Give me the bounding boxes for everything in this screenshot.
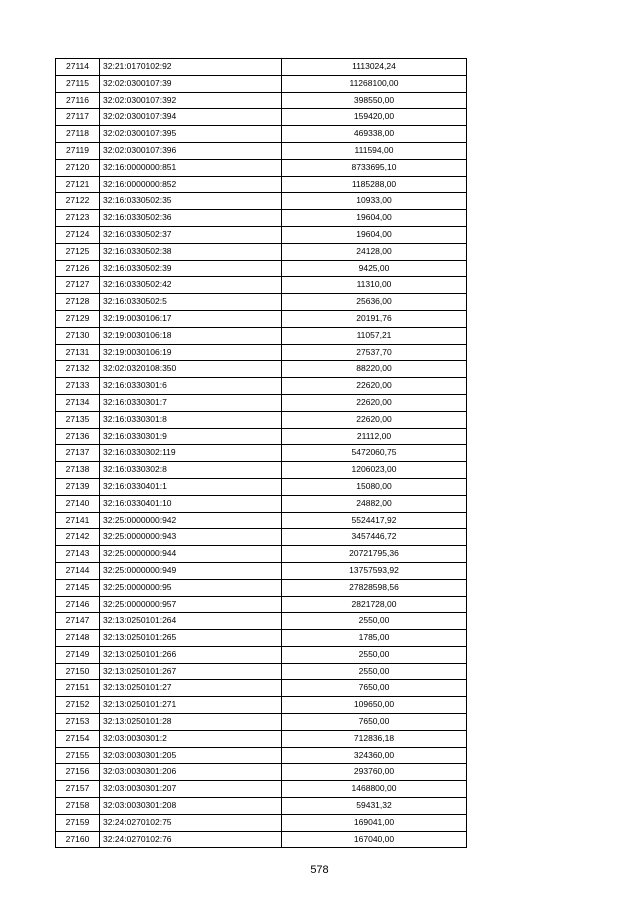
table-row <box>56 109 467 126</box>
table-row <box>56 714 467 731</box>
cadastral-number-cell: 32:13:0250101:267 <box>100 663 282 680</box>
table-row <box>56 596 467 613</box>
value-cell: 13757593,92 <box>282 562 467 579</box>
table-row <box>56 428 467 445</box>
row-number-cell: 27139 <box>56 478 100 495</box>
value-cell: 20721795,36 <box>282 546 467 563</box>
table-row <box>56 310 467 327</box>
table-row <box>56 277 467 294</box>
cadastral-number-cell: 32:19:0030106:19 <box>100 344 282 361</box>
table-row <box>56 579 467 596</box>
value-cell: 8733695,10 <box>282 159 467 176</box>
row-number-cell: 27150 <box>56 663 100 680</box>
cadastral-number-cell: 32:13:0250101:266 <box>100 646 282 663</box>
value-cell: 2550,00 <box>282 663 467 680</box>
cadastral-number-cell: 32:16:0330301:9 <box>100 428 282 445</box>
value-cell: 21112,00 <box>282 428 467 445</box>
value-cell: 324360,00 <box>282 747 467 764</box>
table-row <box>56 630 467 647</box>
row-number-cell: 27152 <box>56 697 100 714</box>
table-row <box>56 260 467 277</box>
value-cell: 109650,00 <box>282 697 467 714</box>
row-number-cell: 27132 <box>56 361 100 378</box>
cadastral-number-cell: 32:02:0300107:395 <box>100 126 282 143</box>
cadastral-number-cell: 32:13:0250101:265 <box>100 630 282 647</box>
row-number-cell: 27136 <box>56 428 100 445</box>
cadastral-number-cell: 32:25:0000000:942 <box>100 512 282 529</box>
value-cell: 398550,00 <box>282 92 467 109</box>
table-row <box>56 378 467 395</box>
row-number-cell: 27143 <box>56 546 100 563</box>
table-row <box>56 176 467 193</box>
row-number-cell: 27157 <box>56 781 100 798</box>
row-number-cell: 27148 <box>56 630 100 647</box>
cadastral-value-table <box>55 58 467 848</box>
table-row <box>56 294 467 311</box>
table-row <box>56 798 467 815</box>
value-cell: 24882,00 <box>282 495 467 512</box>
cadastral-number-cell: 32:13:0250101:28 <box>100 714 282 731</box>
cadastral-number-cell: 32:16:0330301:6 <box>100 378 282 395</box>
value-cell: 5472060,75 <box>282 445 467 462</box>
table-body <box>56 59 467 848</box>
table-row <box>56 226 467 243</box>
cadastral-number-cell: 32:16:0330502:5 <box>100 294 282 311</box>
table-row <box>56 529 467 546</box>
value-cell: 111594,00 <box>282 142 467 159</box>
value-cell: 1185288,00 <box>282 176 467 193</box>
row-number-cell: 27123 <box>56 210 100 227</box>
table-row <box>56 193 467 210</box>
cadastral-number-cell: 32:16:0330502:36 <box>100 210 282 227</box>
row-number-cell: 27149 <box>56 646 100 663</box>
cadastral-number-cell: 32:16:0330502:38 <box>100 243 282 260</box>
cadastral-number-cell: 32:25:0000000:943 <box>100 529 282 546</box>
cadastral-number-cell: 32:02:0300107:39 <box>100 75 282 92</box>
cadastral-number-cell: 32:25:0000000:95 <box>100 579 282 596</box>
value-cell: 712836,18 <box>282 730 467 747</box>
row-number-cell: 27126 <box>56 260 100 277</box>
value-cell: 19604,00 <box>282 226 467 243</box>
table-row <box>56 75 467 92</box>
value-cell: 7650,00 <box>282 680 467 697</box>
page-number: 578 <box>310 864 329 876</box>
row-number-cell: 27141 <box>56 512 100 529</box>
row-number-cell: 27129 <box>56 310 100 327</box>
value-cell: 2821728,00 <box>282 596 467 613</box>
table-row <box>56 243 467 260</box>
value-cell: 5524417,92 <box>282 512 467 529</box>
table-row <box>56 478 467 495</box>
value-cell: 3457446,72 <box>282 529 467 546</box>
cadastral-number-cell: 32:16:0000000:851 <box>100 159 282 176</box>
row-number-cell: 27116 <box>56 92 100 109</box>
value-cell: 1206023,00 <box>282 462 467 479</box>
cadastral-number-cell: 32:02:0300107:394 <box>100 109 282 126</box>
table-row <box>56 697 467 714</box>
table-row <box>56 747 467 764</box>
value-cell: 25636,00 <box>282 294 467 311</box>
value-cell: 24128,00 <box>282 243 467 260</box>
row-number-cell: 27140 <box>56 495 100 512</box>
row-number-cell: 27122 <box>56 193 100 210</box>
value-cell: 11057,21 <box>282 327 467 344</box>
value-cell: 22620,00 <box>282 411 467 428</box>
value-cell: 7650,00 <box>282 714 467 731</box>
cadastral-number-cell: 32:16:0000000:852 <box>100 176 282 193</box>
cadastral-number-cell: 32:25:0000000:949 <box>100 562 282 579</box>
table-row <box>56 59 467 76</box>
row-number-cell: 27119 <box>56 142 100 159</box>
row-number-cell: 27135 <box>56 411 100 428</box>
table-row <box>56 680 467 697</box>
row-number-cell: 27130 <box>56 327 100 344</box>
table-row <box>56 445 467 462</box>
value-cell: 10933,00 <box>282 193 467 210</box>
value-cell: 22620,00 <box>282 378 467 395</box>
table-row <box>56 831 467 848</box>
row-number-cell: 27127 <box>56 277 100 294</box>
row-number-cell: 27133 <box>56 378 100 395</box>
cadastral-number-cell: 32:16:0330502:35 <box>100 193 282 210</box>
row-number-cell: 27159 <box>56 814 100 831</box>
cadastral-number-cell: 32:13:0250101:27 <box>100 680 282 697</box>
value-cell: 27828598,56 <box>282 579 467 596</box>
value-cell: 167040,00 <box>282 831 467 848</box>
table-row <box>56 142 467 159</box>
cadastral-number-cell: 32:02:0320108:350 <box>100 361 282 378</box>
table-row <box>56 210 467 227</box>
value-cell: 59431,32 <box>282 798 467 815</box>
table-row <box>56 730 467 747</box>
row-number-cell: 27155 <box>56 747 100 764</box>
cadastral-number-cell: 32:02:0300107:392 <box>100 92 282 109</box>
cadastral-number-cell: 32:16:0330302:8 <box>100 462 282 479</box>
row-number-cell: 27138 <box>56 462 100 479</box>
value-cell: 169041,00 <box>282 814 467 831</box>
row-number-cell: 27117 <box>56 109 100 126</box>
row-number-cell: 27137 <box>56 445 100 462</box>
row-number-cell: 27114 <box>56 59 100 76</box>
row-number-cell: 27153 <box>56 714 100 731</box>
cadastral-number-cell: 32:16:0330401:1 <box>100 478 282 495</box>
table-row <box>56 613 467 630</box>
row-number-cell: 27160 <box>56 831 100 848</box>
table-row <box>56 462 467 479</box>
value-cell: 15080,00 <box>282 478 467 495</box>
cadastral-number-cell: 32:24:0270102:75 <box>100 814 282 831</box>
value-cell: 11268100,00 <box>282 75 467 92</box>
value-cell: 2550,00 <box>282 613 467 630</box>
table-row <box>56 411 467 428</box>
table-row <box>56 361 467 378</box>
table-row <box>56 512 467 529</box>
cadastral-number-cell: 32:25:0000000:957 <box>100 596 282 613</box>
row-number-cell: 27146 <box>56 596 100 613</box>
row-number-cell: 27142 <box>56 529 100 546</box>
table-row <box>56 92 467 109</box>
row-number-cell: 27131 <box>56 344 100 361</box>
table-row <box>56 394 467 411</box>
row-number-cell: 27125 <box>56 243 100 260</box>
row-number-cell: 27156 <box>56 764 100 781</box>
row-number-cell: 27147 <box>56 613 100 630</box>
cadastral-number-cell: 32:21:0170102:92 <box>100 59 282 76</box>
value-cell: 88220,00 <box>282 361 467 378</box>
cadastral-number-cell: 32:16:0330502:39 <box>100 260 282 277</box>
value-cell: 469338,00 <box>282 126 467 143</box>
row-number-cell: 27120 <box>56 159 100 176</box>
value-cell: 2550,00 <box>282 646 467 663</box>
table-row <box>56 159 467 176</box>
cadastral-number-cell: 32:16:0330301:7 <box>100 394 282 411</box>
cadastral-number-cell: 32:03:0030301:208 <box>100 798 282 815</box>
table-row <box>56 327 467 344</box>
row-number-cell: 27145 <box>56 579 100 596</box>
table-row <box>56 663 467 680</box>
row-number-cell: 27144 <box>56 562 100 579</box>
value-cell: 1468800,00 <box>282 781 467 798</box>
value-cell: 1785,00 <box>282 630 467 647</box>
table-row <box>56 646 467 663</box>
value-cell: 20191,76 <box>282 310 467 327</box>
row-number-cell: 27151 <box>56 680 100 697</box>
row-number-cell: 27115 <box>56 75 100 92</box>
cadastral-number-cell: 32:03:0030301:205 <box>100 747 282 764</box>
row-number-cell: 27118 <box>56 126 100 143</box>
value-cell: 22620,00 <box>282 394 467 411</box>
cadastral-number-cell: 32:03:0030301:207 <box>100 781 282 798</box>
value-cell: 9425,00 <box>282 260 467 277</box>
row-number-cell: 27158 <box>56 798 100 815</box>
cadastral-number-cell: 32:19:0030106:18 <box>100 327 282 344</box>
value-cell: 159420,00 <box>282 109 467 126</box>
cadastral-number-cell: 32:24:0270102:76 <box>100 831 282 848</box>
value-cell: 19604,00 <box>282 210 467 227</box>
cadastral-number-cell: 32:16:0330502:42 <box>100 277 282 294</box>
table-row <box>56 781 467 798</box>
table-row <box>56 562 467 579</box>
row-number-cell: 27134 <box>56 394 100 411</box>
table-row <box>56 495 467 512</box>
cadastral-number-cell: 32:19:0030106:17 <box>100 310 282 327</box>
value-cell: 293760,00 <box>282 764 467 781</box>
table-row <box>56 764 467 781</box>
table-row <box>56 814 467 831</box>
row-number-cell: 27154 <box>56 730 100 747</box>
table-row <box>56 344 467 361</box>
cadastral-number-cell: 32:16:0330301:8 <box>100 411 282 428</box>
cadastral-number-cell: 32:02:0300107:396 <box>100 142 282 159</box>
cadastral-number-cell: 32:03:0030301:2 <box>100 730 282 747</box>
table-row <box>56 126 467 143</box>
row-number-cell: 27121 <box>56 176 100 193</box>
cadastral-number-cell: 32:13:0250101:264 <box>100 613 282 630</box>
cadastral-number-cell: 32:16:0330302:119 <box>100 445 282 462</box>
cadastral-number-cell: 32:16:0330502:37 <box>100 226 282 243</box>
value-cell: 1113024,24 <box>282 59 467 76</box>
table-row <box>56 546 467 563</box>
value-cell: 11310,00 <box>282 277 467 294</box>
cadastral-number-cell: 32:03:0030301:206 <box>100 764 282 781</box>
cadastral-number-cell: 32:13:0250101:271 <box>100 697 282 714</box>
row-number-cell: 27128 <box>56 294 100 311</box>
value-cell: 27537,70 <box>282 344 467 361</box>
cadastral-number-cell: 32:16:0330401:10 <box>100 495 282 512</box>
row-number-cell: 27124 <box>56 226 100 243</box>
cadastral-number-cell: 32:25:0000000:944 <box>100 546 282 563</box>
